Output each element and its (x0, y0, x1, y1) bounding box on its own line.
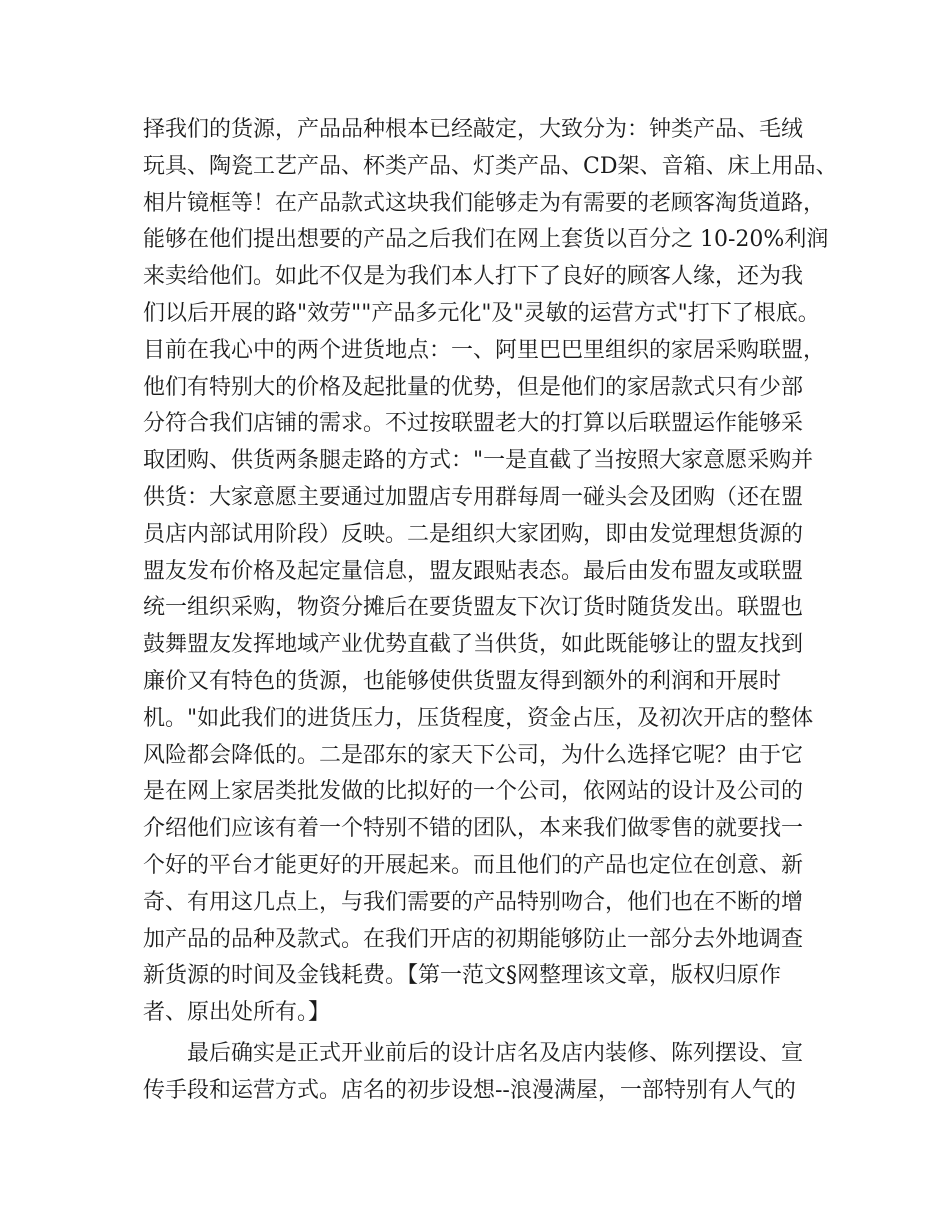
text-line: 分符合我们店铺的需求。不过按联盟老大的打算以后联盟运作能够采 (143, 411, 804, 437)
text-line: 最后确实是正式开业前后的设计店名及店内装修、陈列摆设、宣 (143, 1040, 804, 1066)
text-line: 是在网上家居类批发做的比拟好的一个公司，依网站的设计及公司的 (143, 779, 804, 805)
text-line: 传手段和运营方式。店名的初步设想--浪漫满屋，一部特别有人气的 (143, 1077, 796, 1103)
text-line: 员店内部试用阶段）反映。二是组织大家团购，即由发觉理想货源的 (143, 521, 804, 547)
text-line: 者、原出处所有。】 (143, 1000, 331, 1026)
text-line: 廉价又有特色的货源，也能够使供货盟友得到额外的利润和开展时 (143, 668, 782, 694)
text-line: 目前在我心中的两个进货地点：一、阿里巴巴里组织的家居采购联盟， (143, 337, 826, 363)
text-line: 风险都会降低的。二是邵东的家天下公司，为什么选择它呢？由于它 (143, 742, 804, 768)
text-line: 们以后开展的路"效劳""产品多元化"及"灵敏的运营方式"打下了根底。 (143, 300, 820, 326)
text-line: 他们有特别大的价格及起批量的优势，但是他们的家居款式只有少部 (143, 374, 804, 400)
text-line: 个好的平台才能更好的开展起来。而且他们的产品也定位在创意、新 (143, 852, 804, 878)
text-line: 取团购、供货两条腿走路的方式："一是直截了当按照大家意愿采购并 (143, 448, 814, 474)
text-line: 盟友发布价格及起定量信息，盟友跟贴表态。最后由发布盟友或联盟 (143, 558, 804, 584)
text-line: 择我们的货源，产品品种根本已经敲定，大致分为：钟类产品、毛绒 (143, 117, 804, 142)
text-line: 介绍他们应该有着一个特别不错的团队，本来我们做零售的就要找一 (143, 816, 804, 842)
text-line: 相片镜框等！在产品款式这块我们能够走为有需要的老顾客淘货道路， (143, 190, 826, 216)
text-line: 加产品的品种及款式。在我们开店的初期能够防止一部分去外地调查 (143, 926, 804, 952)
paragraph-1 (143, 112, 838, 1032)
text-line: 玩具、陶瓷工艺产品、杯类产品、灯类产品、CD架、音箱、床上用品、 (143, 153, 838, 179)
text-line: 供货：大家意愿主要通过加盟店专用群每周一碰头会及团购（还在盟 (143, 484, 804, 510)
paragraph-2 (143, 1036, 823, 1110)
text-line: 机。"如此我们的进货压力，压货程度，资金占压，及初次开店的整体 (143, 705, 814, 731)
text-line: 新货源的时间及金钱耗费。【第一范文§网整理该文章，版权归原作 (143, 963, 782, 989)
text-line: 来卖给他们。如此不仅是为我们本人打下了良好的顾客人缘，还为我 (143, 264, 804, 290)
text-line: 统一组织采购，物资分摊后在要货盟友下次订货时随货发出。联盟也 (143, 595, 804, 621)
body-text (143, 112, 838, 1110)
text-line: 奇、有用这几点上，与我们需要的产品特别吻合，他们也在不断的增 (143, 889, 804, 915)
text-line: 鼓舞盟友发挥地域产业优势直截了当供货，如此既能够让的盟友找到 (143, 632, 804, 658)
text-line: 能够在他们提出想要的产品之后我们在网上套货以百分之 10-20%利润 (143, 227, 829, 253)
